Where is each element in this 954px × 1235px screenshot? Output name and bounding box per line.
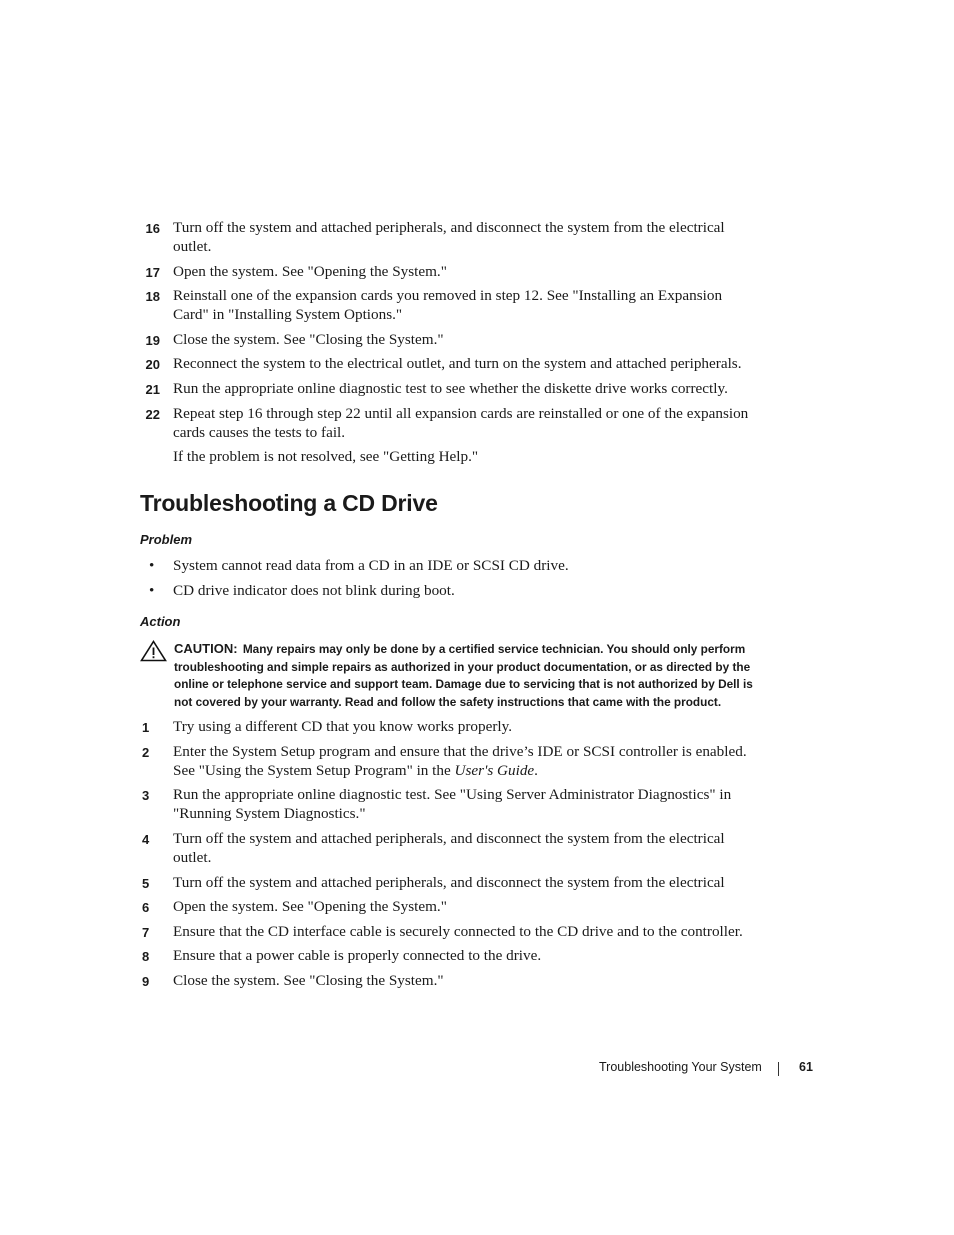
page-number: 61 [799,1060,813,1074]
step-text: Close the system. See "Closing the System." [173,330,444,348]
bullet-marker: • [149,557,155,575]
caution-notice [140,640,760,711]
step-number: 4 [142,831,150,847]
step-22 [140,404,760,442]
step-number: 19 [145,332,160,348]
step-8 [140,946,760,965]
step-text: Open the system. See "Opening the System." [173,898,447,916]
step-number: 17 [145,264,160,280]
step-text: Turn off the system and attached peripherals, and disconnect the system from the electrical [173,873,725,891]
step-text: Enter the System Setup program and ensure that the drive’s IDE or SCSI controller is enabled. See "Using the System Setup Program" in the [173,742,747,779]
step-4 [140,829,760,867]
step-text: Close the system. See "Closing the System." [173,971,444,989]
caution-label: CAUTION: [174,641,238,657]
step-number: 7 [142,924,150,940]
step-16 [140,218,760,256]
step-number: 8 [142,949,150,965]
step-5 [140,873,760,892]
problem-item [140,581,760,600]
step-text: Run the appropriate online diagnostic test to see whether the diskette drive works correctly. [173,379,728,397]
step-3 [140,785,760,823]
caution-triangle-icon [140,640,167,662]
step-1 [140,717,760,736]
step-text: Reinstall one of the expansion cards you removed in step 12. See "Installing an Expansion Card" in "Installing System Options." [173,287,723,324]
step-number: 5 [142,875,150,891]
step-19 [140,330,760,349]
step-number: 6 [142,900,150,916]
step-20 [140,354,760,373]
step-9 [140,971,760,990]
bullet-marker: • [149,582,155,600]
step-number: 18 [145,289,160,305]
step-2 [140,742,760,780]
step-number: 2 [142,744,150,760]
step-text: Repeat step 16 through step 22 until all expansion cards are reinstalled or one of the expansion cards causes the tests to fail. [173,404,749,441]
step-number: 20 [145,357,160,373]
problem-item [140,556,760,575]
problem-heading: Problem [140,532,193,548]
step-18 [140,286,760,324]
step-text: Run the appropriate online diagnostic test. See "Using Server Administrator Diagnostics" in "Running System Diagnostics." [173,786,732,823]
step-text: Open the system. See "Opening the System." [173,262,447,280]
step-number: 16 [145,221,160,236]
step-number: 21 [145,381,160,397]
action-heading: Action [140,614,181,630]
step-number: 3 [142,788,150,804]
step-text: Reconnect the system to the electrical outlet, and turn on the system and attached peripherals. [173,355,742,373]
step-number: 1 [142,720,150,736]
guide-title: User's Guide [454,761,535,779]
problem-text: CD drive indicator does not blink during boot. [173,582,455,600]
step-text-end: . [534,761,538,779]
footer-divider [778,1062,779,1076]
step-number: 9 [142,973,150,989]
footer-section-title: Troubleshooting Your System [599,1060,762,1074]
step-text: Turn off the system and attached peripherals, and disconnect the system from the electrical outlet. [173,829,725,866]
page-footer [599,1060,813,1074]
step-text: Turn off the system and attached peripherals, and disconnect the system from the electrical outlet. [173,219,725,255]
step-17 [140,262,760,281]
section-note: If the problem is not resolved, see "Getting Help." [173,448,479,466]
step-text: Ensure that the CD interface cable is securely connected to the CD drive and to the controller. [173,922,743,940]
step-number: 22 [145,406,160,422]
step-text: Try using a different CD that you know works properly. [173,718,513,736]
step-7 [140,922,760,941]
step-21 [140,379,760,398]
section-heading: Troubleshooting a CD Drive [140,490,438,517]
step-text: Ensure that a power cable is properly connected to the drive. [173,947,542,965]
step-6 [140,897,760,916]
page-content [140,218,760,996]
caution-text: Many repairs may only be done by a certified service technician. You should only perform troubleshooting and simple repairs as authorized in your product documentation, or as directed by the online or telephone service and support team. Damage due to servicing that is not authorized by Dell is not covered by your warranty. Read and follow the safety instructions that came with the product. [174,642,753,709]
problem-text: System cannot read data from a CD in an IDE or SCSI CD drive. [173,557,569,575]
